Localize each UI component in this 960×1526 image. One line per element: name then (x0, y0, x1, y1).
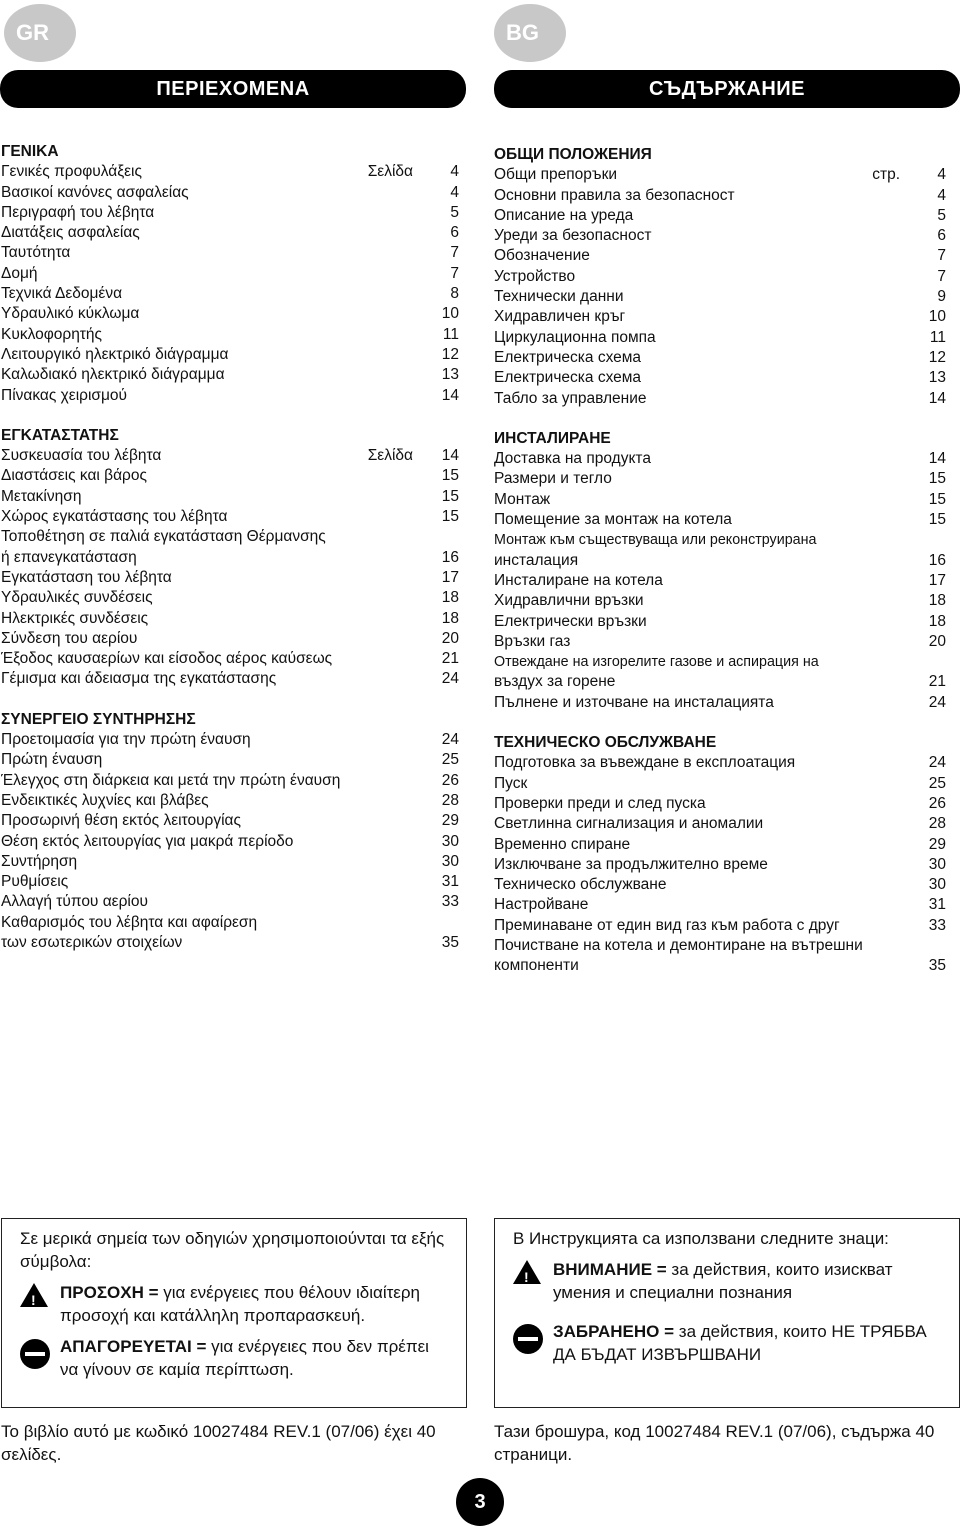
toc-entry-title: Περιγραφή του λέβητα (1, 203, 155, 221)
gr-warning-label: ΠΡΟΣΟΧΗ = (60, 1283, 159, 1302)
toc-entry (494, 753, 946, 773)
toc-entry-page: 11 (442, 325, 459, 343)
toc-entry-page: 14 (441, 386, 459, 404)
toc-entry (494, 814, 946, 834)
toc-entry (494, 875, 946, 895)
toc-entry (1, 568, 459, 588)
toc-entry-title: Προετοιμασία για την πρώτη έναυση (1, 731, 251, 749)
bg-warning-text: за действия, които изискват умения и специални познания (553, 1260, 893, 1302)
toc-entry (1, 284, 459, 304)
toc-entry (494, 328, 946, 348)
gr-warning-line (20, 1281, 448, 1327)
toc-entry-title: въздух за горене (494, 673, 616, 691)
bg-warning-label: ВНИМАНИЕ = (553, 1260, 667, 1279)
toc-entry-title: Пуск (494, 774, 528, 792)
toc-entry-page: 20 (928, 632, 946, 650)
toc-entry-title: Доставка на продукта (494, 450, 651, 468)
toc-entry (1, 365, 459, 385)
bg-title-banner: СЪДЪРЖАНИЕ (494, 70, 960, 108)
toc-entry-title: Πίνακας χειρισμού (1, 386, 127, 404)
toc-entry (1, 162, 459, 182)
toc-entry (1, 832, 459, 852)
bg-language-badge: BG (494, 4, 566, 62)
toc-entry (1, 325, 459, 345)
toc-entry-title: Συσκευασία του λέβητα (1, 447, 162, 465)
toc-entry (494, 267, 946, 287)
toc-entry (494, 510, 946, 530)
toc-entry (494, 612, 946, 632)
gr-title-banner: ΠΕΡΙΕΧΟΜΕΝΑ (0, 70, 466, 108)
toc-entry-page: 29 (928, 835, 946, 853)
toc-entry-page: 4 (450, 183, 459, 201)
warning-triangle-icon: ! (513, 1260, 541, 1284)
toc-entry-title: Електрическа схема (494, 369, 642, 387)
toc-entry (1, 791, 459, 811)
toc-section-heading: ΣΥΝΕΡΓΕΙΟ ΣΥΝΤΗΡΗΣΗΣ (1, 710, 196, 728)
toc-entry (1, 730, 459, 750)
toc-entry (494, 632, 946, 652)
toc-section (494, 733, 946, 977)
toc-entry (494, 165, 946, 185)
toc-entry-page: 7 (937, 267, 946, 285)
toc-page-label: Σελίδα (367, 447, 413, 465)
toc-entry-page: 15 (928, 490, 946, 508)
toc-entry-page: 31 (441, 873, 459, 891)
toc-entry-page: 13 (441, 366, 459, 384)
toc-entry (1, 304, 459, 324)
toc-entry (1, 649, 459, 669)
toc-entry (1, 243, 459, 263)
toc-entry-page: 15 (441, 508, 459, 526)
toc-entry-page: 25 (928, 774, 946, 792)
toc-entry-page: 7 (937, 247, 946, 265)
toc-entry (494, 348, 946, 368)
toc-entry-page: 24 (441, 670, 459, 688)
toc-entry-title: Συντήρηση (1, 852, 78, 870)
toc-entry-page: 12 (441, 345, 459, 363)
toc-entry-title: Κυκλοφορητής (1, 325, 103, 343)
toc-entry-title: Устройство (494, 267, 576, 285)
toc-entry-page: 17 (928, 571, 946, 589)
toc-entry (1, 913, 459, 933)
toc-entry (494, 591, 946, 611)
toc-entry-page: 14 (441, 447, 459, 465)
toc-entry-page: 20 (441, 629, 459, 647)
toc-entry-title: Ηλεκτρικές συνδέσεις (1, 609, 149, 627)
toc-entry (1, 872, 459, 892)
bg-note-intro: В Инструкцията са използвани следните знаци: (513, 1229, 889, 1248)
toc-entry-page: 16 (928, 551, 946, 569)
toc-entry-page: 9 (937, 288, 946, 306)
toc-entry-page: 28 (441, 791, 459, 809)
toc-entry-page: 24 (441, 731, 459, 749)
toc-section-heading: ОБЩИ ПОЛОЖЕНИЯ (494, 146, 652, 163)
toc-section-heading: ТЕХНИЧЕСКО ОБСЛУЖВАНЕ (494, 734, 717, 752)
toc-entry-title: των εσωτερικών στοιχείων (1, 933, 183, 951)
toc-entry-title: Общи препоръки (494, 166, 618, 184)
gr-note-intro: Σε μερικά σημεία των οδηγιών χρησιμοποιούνται τα εξής σύμβολα: (20, 1229, 445, 1271)
toc-entry-page: 18 (441, 589, 459, 607)
toc-entry (494, 652, 946, 672)
toc-entry (494, 186, 946, 206)
toc-entry (494, 672, 946, 692)
toc-entry (1, 203, 459, 223)
toc-entry-title: Καλωδιακό ηλεκτρικό διάγραμμα (1, 366, 225, 384)
toc-entry-title: Подготовка за въвеждане в експлоатация (494, 754, 796, 772)
toc-section (1, 710, 459, 954)
toc-entry-title: Εγκατάσταση του λέβητα (1, 568, 172, 586)
gr-ban-text: για ενέργειες που δεν πρέπει να γίνουν σε καμία περίπτωση. (60, 1337, 429, 1379)
toc-entry (1, 527, 459, 547)
toc-entry-title: Διαστάσεις και βάρος (1, 467, 147, 485)
toc-section (494, 429, 946, 713)
toc-entry-page: 26 (441, 771, 459, 789)
toc-entry-title: Пълнене и източване на инсталацията (494, 693, 774, 711)
toc-entry (494, 449, 946, 469)
bg-page-count-note: Тази брошура, код 10027484 REV.1 (07/06), съдържа 40 страници. (494, 1422, 935, 1464)
gr-page-count-note: Το βιβλίο αυτό με κωδικό 10027484 REV.1 (07/06) έχει 40 σελίδες. (1, 1422, 436, 1464)
bg-ban-text: за действия, които НЕ ТРЯБВА ДА БЪДАТ ИЗВЪРШВАНИ (553, 1322, 927, 1364)
toc-entry-page: 5 (450, 203, 459, 221)
toc-entry (1, 588, 459, 608)
toc-entry (1, 386, 459, 406)
toc-entry-title: Αλλαγή τύπου αερίου (1, 893, 148, 911)
toc-entry-title: Μετακίνηση (1, 487, 82, 505)
toc-entry-page: 30 (928, 876, 946, 894)
toc-entry-page: 29 (441, 812, 459, 830)
toc-entry-title: Преминаване от един вид газ към работа с друг (494, 916, 840, 934)
toc-entry-page: 12 (928, 348, 946, 366)
bg-table-of-contents (494, 145, 946, 997)
toc-entry-page: 33 (441, 893, 459, 911)
toc-entry-title: Почистване на котела и демонтиране на вътрешни (494, 936, 863, 954)
toc-entry-title: Изключване за продължително време (494, 855, 768, 873)
toc-entry-page: 11 (929, 328, 946, 346)
gr-ban-label: ΑΠΑΓΟΡΕΥΕΤΑΙ = (60, 1337, 207, 1356)
toc-entry-page: 21 (928, 673, 946, 691)
toc-entry-title: Τοποθέτηση σε παλιά εγκατάσταση Θέρμανσης (1, 528, 326, 546)
toc-entry-page: 30 (441, 852, 459, 870)
toc-entry-title: Έξοδος καυσαερίων και είσοδος αέρος καύσεως (1, 650, 333, 668)
toc-entry (1, 750, 459, 770)
toc-entry-page (435, 913, 459, 933)
toc-entry (494, 794, 946, 814)
toc-entry-page: 31 (928, 896, 946, 914)
toc-entry-title: Θέση εκτός λειτουργίας για μακρά περίοδο (1, 832, 294, 850)
toc-entry-page: 16 (441, 548, 459, 566)
toc-section (1, 426, 459, 690)
toc-entry (494, 469, 946, 489)
toc-entry-title: Ενδεικτικές λυχνίες και βλάβες (1, 791, 209, 809)
toc-entry (494, 307, 946, 327)
toc-entry (494, 551, 946, 571)
toc-entry-page: 33 (928, 916, 946, 934)
toc-entry-page (922, 530, 946, 550)
toc-section-heading: ΓΕΝΙΚΑ (1, 143, 59, 160)
toc-entry (494, 206, 946, 226)
toc-entry-title: Σύνδεση του αερίου (1, 629, 138, 647)
toc-entry-title: Циркулационна помпа (494, 328, 656, 346)
toc-entry (494, 855, 946, 875)
toc-entry-page: 24 (928, 693, 946, 711)
toc-entry-page: 25 (441, 751, 459, 769)
toc-entry-page: 6 (937, 227, 946, 245)
toc-entry-title: Γέμισμα και άδειασμα της εγκατάστασης (1, 670, 277, 688)
toc-entry-title: Електрическа схема (494, 348, 642, 366)
toc-entry-title: Основни правила за безопасност (494, 186, 735, 204)
toc-entry-title: ή επανεγκατάσταση (1, 548, 137, 566)
toc-entry (494, 287, 946, 307)
toc-entry-page (922, 652, 946, 672)
toc-entry-title: Отвеждане на изгорелите газове и аспирация на (494, 654, 819, 671)
toc-entry-title: Ταυτότητα (1, 244, 71, 262)
gr-warning-text: για ενέργειες που θέλουν ιδιαίτερη προσοχή και κατάλληλη προπαρασκευή. (60, 1283, 421, 1325)
toc-entry-page: 26 (928, 794, 946, 812)
toc-entry (1, 669, 459, 689)
prohibited-icon (513, 1324, 543, 1354)
toc-entry-title: Τεχνικά Δεδομένα (1, 285, 123, 303)
toc-entry (1, 609, 459, 629)
toc-entry-title: Ρυθμίσεις (1, 873, 69, 891)
toc-entry-title: Размери и тегло (494, 470, 612, 488)
toc-entry-title: Електрически връзки (494, 612, 647, 630)
toc-entry-title: Уреди за безопасност (494, 227, 652, 245)
toc-entry-page: 6 (450, 224, 459, 242)
toc-entry-page: 8 (450, 285, 459, 303)
toc-entry-page (435, 527, 459, 547)
toc-entry (494, 835, 946, 855)
toc-entry-page: 35 (928, 957, 946, 975)
toc-entry-page: 18 (928, 592, 946, 610)
toc-entry-page: 10 (928, 308, 946, 326)
toc-page-label: стр. (872, 166, 900, 184)
toc-entry-page: 30 (928, 855, 946, 873)
toc-entry (1, 852, 459, 872)
toc-entry (494, 389, 946, 409)
toc-entry (1, 629, 459, 649)
toc-entry-page: 4 (450, 163, 459, 181)
toc-entry (494, 490, 946, 510)
toc-entry-page: 18 (441, 609, 459, 627)
toc-entry (1, 223, 459, 243)
toc-entry-title: Καθαρισμός του λέβητα και αφαίρεση (1, 913, 258, 931)
toc-entry-title: Технически данни (494, 288, 624, 306)
toc-entry-title: Προσωρινή θέση εκτός λειτουργίας (1, 812, 241, 830)
toc-entry-page: 30 (441, 832, 459, 850)
toc-entry (1, 466, 459, 486)
toc-entry-title: Монтаж (494, 490, 551, 508)
toc-entry-page: 18 (928, 612, 946, 630)
toc-entry-page: 17 (441, 568, 459, 586)
toc-entry (1, 446, 459, 466)
prohibited-icon (20, 1339, 50, 1369)
toc-entry (494, 571, 946, 591)
toc-entry-page: 14 (928, 389, 946, 407)
toc-entry (1, 892, 459, 912)
toc-entry-title: Πρώτη έναυση (1, 751, 103, 769)
toc-entry (494, 774, 946, 794)
toc-entry-page: 5 (937, 206, 946, 224)
toc-entry-title: Хидравлични връзки (494, 592, 644, 610)
toc-entry (1, 183, 459, 203)
toc-entry-title: Помещение за монтаж на котела (494, 511, 732, 529)
bg-ban-line (513, 1320, 941, 1366)
toc-entry (1, 933, 459, 953)
toc-page-label: Σελίδα (367, 163, 413, 181)
toc-entry-page: 4 (937, 186, 946, 204)
toc-entry (1, 264, 459, 284)
toc-entry-page (922, 936, 946, 956)
toc-entry-title: инсталация (494, 551, 579, 569)
gr-table-of-contents (1, 142, 459, 973)
toc-section-heading: ΕΓΚΑΤΑΣΤΑΤΗΣ (1, 426, 119, 444)
toc-entry-page: 15 (928, 511, 946, 529)
toc-entry (1, 811, 459, 831)
toc-entry (494, 368, 946, 388)
toc-entry-title: Монтаж към съществуваща или реконструирана (494, 532, 817, 549)
toc-entry-title: Υδραυλικές συνδέσεις (1, 589, 153, 607)
toc-entry-title: Техническо обслужване (494, 876, 667, 894)
toc-entry (1, 345, 459, 365)
toc-entry-page: 15 (441, 467, 459, 485)
toc-entry-title: Хидравличен кръг (494, 308, 626, 326)
toc-entry (1, 548, 459, 568)
toc-section (1, 142, 459, 406)
toc-entry (494, 246, 946, 266)
toc-entry-title: Γενικές προφυλάξεις (1, 163, 142, 181)
toc-entry-title: Χώρος εγκατάστασης του λέβητα (1, 508, 228, 526)
page-number: 3 (456, 1478, 504, 1526)
bg-ban-label: ЗАБРАНЕНО = (553, 1322, 675, 1341)
toc-entry (494, 956, 946, 976)
toc-entry (494, 693, 946, 713)
toc-entry-title: Проверки преди и след пуска (494, 794, 706, 812)
toc-entry-title: Έλεγχος στη διάρκεια και μετά την πρώτη έναυση (1, 771, 341, 789)
toc-entry (494, 226, 946, 246)
toc-entry-page: 35 (441, 933, 459, 951)
toc-section-heading: ИНСТАЛИРАНЕ (494, 429, 611, 447)
toc-entry (494, 895, 946, 915)
toc-entry-page: 4 (937, 166, 946, 184)
toc-entry-title: Връзки газ (494, 632, 571, 650)
toc-entry-page: 21 (441, 650, 459, 668)
toc-entry (494, 916, 946, 936)
gr-ban-line (20, 1335, 448, 1381)
toc-entry-page: 7 (450, 244, 459, 262)
toc-entry (1, 507, 459, 527)
toc-entry (494, 936, 946, 956)
bg-warning-line (513, 1258, 941, 1304)
toc-entry-title: Описание на уреда (494, 206, 634, 224)
toc-entry-title: Υδραυλικό κύκλωμα (1, 305, 140, 323)
toc-entry-page: 13 (928, 369, 946, 387)
toc-entry-page: 24 (928, 754, 946, 772)
toc-entry-title: компоненти (494, 957, 579, 975)
toc-entry-title: Светлинна сигнализация и аномалии (494, 815, 764, 833)
toc-entry-title: Διατάξεις ασφαλείας (1, 224, 140, 242)
toc-entry-page: 15 (928, 470, 946, 488)
warning-triangle-icon: ! (20, 1283, 48, 1307)
toc-entry-title: Настройване (494, 896, 589, 914)
toc-entry-title: Временно спиране (494, 835, 631, 853)
toc-entry (1, 487, 459, 507)
toc-section (494, 145, 946, 409)
toc-entry-title: Δομή (1, 264, 38, 282)
toc-entry-title: Инсталиране на котела (494, 571, 663, 589)
toc-entry-title: Табло за управление (494, 389, 647, 407)
bg-symbols-note (494, 1218, 960, 1408)
toc-entry-page: 28 (928, 815, 946, 833)
toc-entry (494, 530, 946, 550)
toc-entry-page: 7 (450, 264, 459, 282)
gr-language-badge: GR (4, 4, 76, 62)
toc-entry-page: 14 (928, 450, 946, 468)
toc-entry-title: Обозначение (494, 247, 590, 265)
toc-entry-title: Βασικοί κανόνες ασφαλείας (1, 183, 189, 201)
toc-entry (1, 771, 459, 791)
gr-symbols-note (1, 1218, 467, 1408)
toc-entry-page: 15 (441, 487, 459, 505)
toc-entry-title: Λειτουργικό ηλεκτρικό διάγραμμα (1, 345, 229, 363)
toc-entry-page: 10 (441, 305, 459, 323)
